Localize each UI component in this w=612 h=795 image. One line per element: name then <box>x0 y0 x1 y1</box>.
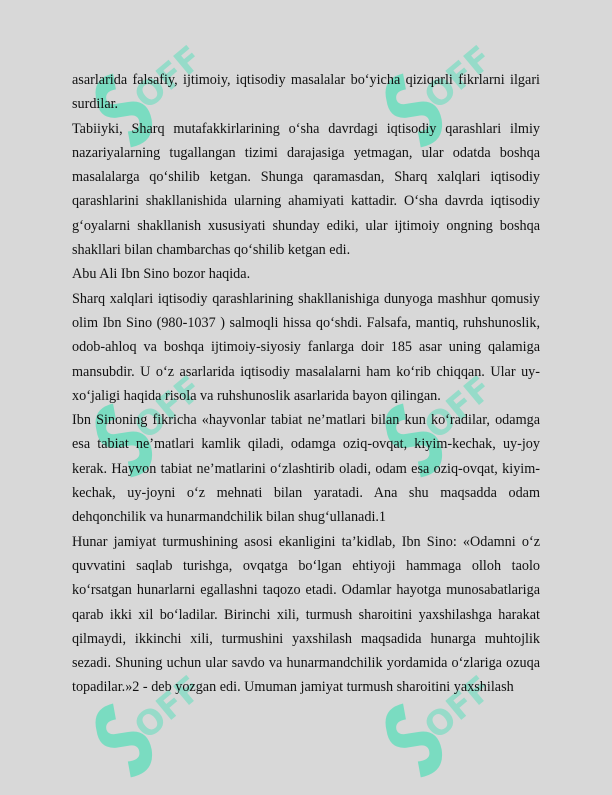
paragraph: asarlarida falsafiy, ijtimoiy, iqtisodiy masalalar bo‘yicha qiziqarli fikrlarni ilgari surdilar. <box>72 72 540 113</box>
svg-text:OFF: OFF <box>126 668 210 748</box>
section-heading: Abu Ali Ibn Sino bozor haqida. <box>72 266 251 283</box>
svg-text:OFF: OFF <box>416 38 500 118</box>
svg-text:OFF: OFF <box>126 38 210 118</box>
paragraph: Ibn Sinoning fikricha «hayvonlar tabiat ne’matlari bilan kun ko‘radilar, odamga esa tabiat ne’matlari kamlik qiladi, odamga oziq-ovqat, kiyim-kechak, uy-joy kerak. Hayvon tabiat ne’matlarini o‘zlashtirib oladi, odam esa oziq-ovqat, kiyim-kechak, uy-joyni o‘z mehnati bilan yaratadi. Ana shu maqsadda odam dehqonchilik va hunarmandchilik bilan shug‘ullanadi.1 <box>72 412 540 526</box>
paragraph: Sharq xalqlari iqtisodiy qarashlarining shakllanishiga dunyoga mashhur qomusiy olim Ibn Sino (980-1037 ) salmoqli hissa qo‘shdi. Falsafa, mantiq, ruhshunoslik, odob-ahloq va boshqa ijtimoiy-siyosiy fanlarga doir 185 asar uning qalamiga mansubdir. U o‘z asarlarida iqtisodiy masalalarni ham ko‘rib chiqqan. Ular uy-xo‘jaligi haqida risola va ruhshunoslik asarlarida bayon qilingan. <box>72 290 540 404</box>
paragraph: Hunar jamiyat turmushining asosi ekanligini ta’kidlab, Ibn Sino: «Odamni o‘z quvvatini saqlab turishga, ovqatga bo‘lgan ehtiyoji hammaga olloh taolo ko‘rsatgan hunarlarni egallashni taqozo etadi. Odamlar hayotga munosabatlariga qarab ikki xil bo‘ladilar. Birinchi xili, turmush sharoitini yaxshilashga harakat qilmaydi, ikkinchi xili, turmushini yaxshilash maqsadida hunarga muhtojlik sezadi. Shuning uchun ular savdo va hunarmandchilik yordamida o‘zlariga ozuqa topadilar.»2 - deb yozgan edi. Umuman jamiyat turmush sharoitini yaxshilash <box>72 533 540 696</box>
paragraph: Tabiiyki, Sharq mutafakkirlarining o‘sha davrdagi iqtisodiy qarashlari ilmiy nazariyalarning tugallangan tizimi darajasiga yetmagan, ular odatda boshqa masalalarga qo‘shilib ketgan. Shunga qaramasdan, Sharq xalqlari iqtisodiy qarashlarini shakllanishida ularning ahamiyati kattadir. O‘sha davrda iqtisodiy g‘oyalarni shakllanish xususiyati shunday ediki, ular ijtimoiy ongning boshqa shakllari bilan chambarchas qo‘shilib ketgan edi. <box>72 120 540 259</box>
svg-text:OFF: OFF <box>416 368 500 448</box>
svg-text:OFF: OFF <box>416 668 500 748</box>
document-body <box>72 68 540 700</box>
svg-text:OFF: OFF <box>126 368 210 448</box>
